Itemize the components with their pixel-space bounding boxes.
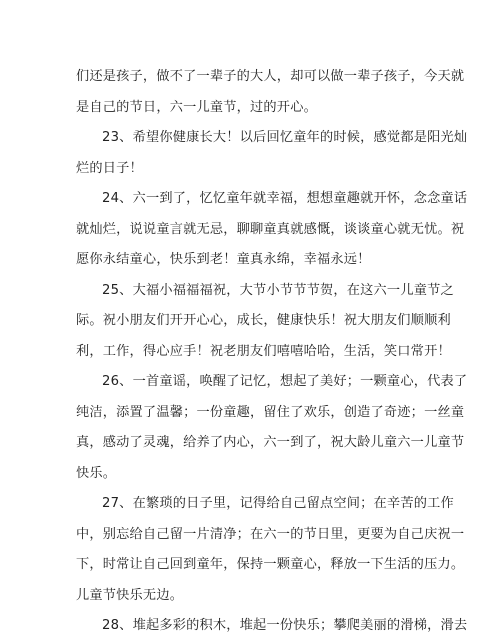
- text-line: 纯洁，添置了温馨；一份童趣，留住了欢乐，创造了奇迹；一丝童: [76, 404, 465, 420]
- text-line: 23、希望你健康长大！以后回忆童年的时候，感觉都是阳光灿: [102, 130, 468, 145]
- text-line: 们还是孩子，做不了一辈子的大人，却可以做一辈子孩子，今天就: [76, 69, 465, 84]
- text-line: 28、堆起多彩的积木，堆起一份快乐；攀爬美丽的滑梯，滑去: [102, 618, 468, 633]
- text-line: 26、一首童谣，唤醒了记忆，想起了美好；一颗童心，代表了: [102, 374, 468, 389]
- text-line: 烂的日子！: [76, 160, 143, 176]
- text-line: 儿童节快乐无边。: [76, 587, 184, 603]
- text-line: 愿你永结童心，快乐到老！童真永绵，幸福永远！: [76, 252, 371, 267]
- text-line: 25、大福小福福福祝，大节小节节节贺，在这六一儿童节之: [102, 282, 454, 298]
- text-line: 际。祝小朋友们开开心心，成长，健康快乐！祝大朋友们顺顺利: [76, 313, 451, 328]
- document-body: [76, 62, 468, 642]
- text-line: 真，感动了灵魂，给养了内心，六一到了，祝大龄儿童六一儿童节: [76, 435, 465, 450]
- text-line: 中，别忘给自己留一片清净；在六一的节日里，更要为自己庆祝一: [76, 526, 465, 542]
- text-line: 是自己的节日，六一儿童节，过的开心。: [76, 99, 317, 115]
- text-line: 27、在繁琐的日子里，记得给自己留点空间；在辛苦的工作: [102, 496, 454, 511]
- text-line: 下，时常让自己回到童年，保持一颗童心，释放一下生活的压力。: [76, 557, 465, 572]
- text-line: 快乐。: [76, 465, 117, 481]
- text-line: 就灿烂，说说童言就无忌，聊聊童真就感慨，谈谈童心就无忧。祝: [76, 221, 465, 237]
- text-line: 利，工作，得心应手！祝老朋友们嘻嘻哈哈，生活，笑口常开！: [76, 343, 451, 359]
- text-line: 24、六一到了，忆忆童年就幸福，想想童趣就开怀，念念童话: [102, 191, 468, 206]
